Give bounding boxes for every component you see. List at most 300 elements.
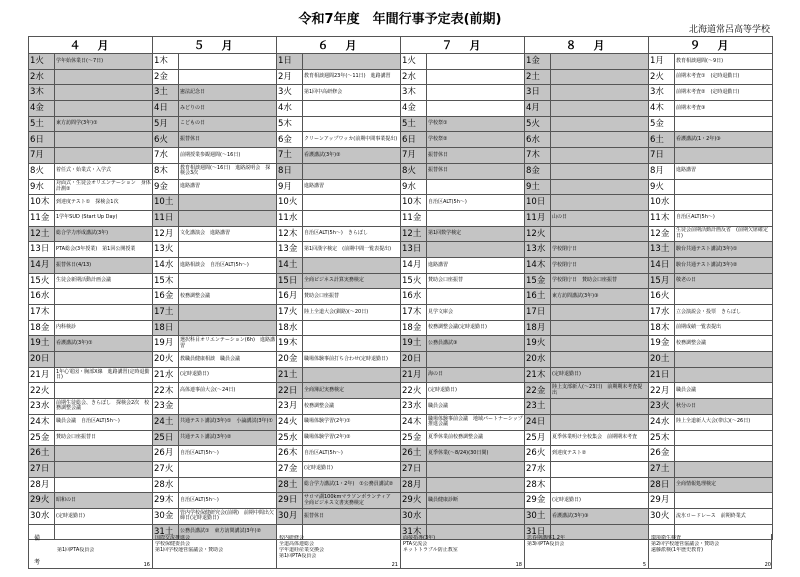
remarks-column [525, 534, 649, 569]
day-date-cell: 25金 [401, 430, 427, 446]
day-event-cell [179, 210, 277, 226]
day-event-cell: 東方訪問講試(3年)③ [551, 289, 649, 305]
day-date-cell: 8金 [525, 163, 551, 179]
remarks-line: 第3回PTA役員会 [527, 541, 565, 547]
remarks-line: 学年道経産業交換会 [279, 547, 325, 553]
day-event-cell [55, 69, 153, 85]
day-date-cell: 5金 [649, 116, 675, 132]
day-date-cell: 16水 [29, 289, 55, 305]
remarks-label-top: 備 [34, 535, 41, 542]
day-date-cell: 5火 [525, 116, 551, 132]
remarks-line: 第1回学校運営協議会・賛助会 [155, 547, 224, 553]
day-event-cell [551, 352, 649, 368]
day-event-cell [179, 461, 277, 477]
day-event-cell [55, 148, 153, 164]
remarks-column [55, 534, 153, 569]
day-event-cell [551, 132, 649, 148]
day-event-cell [55, 305, 153, 321]
day-date-cell: 25木 [649, 430, 675, 446]
day-date-cell: 17火 [277, 305, 303, 321]
day-date-cell: 2水 [401, 69, 427, 85]
day-date-cell: 16水 [401, 289, 427, 305]
remarks-page-number: 16 [143, 562, 150, 568]
day-date-cell: 4日 [153, 101, 179, 117]
day-event-cell: 職員会議 自治区ALT(5h～) [55, 414, 153, 430]
day-date-cell: 22月 [649, 383, 675, 399]
day-event-cell: 共通テスト講試(3年)② [179, 430, 277, 446]
day-date-cell: 6火 [153, 132, 179, 148]
day-event-cell: 看護講試(1・2年)③ [675, 132, 773, 148]
day-date-cell: 7月 [29, 148, 55, 164]
day-event-cell: 生徒会前期活動計画反省 (前期欠席確定日) [675, 226, 773, 242]
day-event-cell: 校務調整会議 [303, 399, 401, 415]
month-header: ５ 月 [153, 37, 277, 54]
day-event-cell [303, 163, 401, 179]
day-row [29, 305, 773, 321]
day-event-cell: 前期末考査① (定時退勤日) [675, 69, 773, 85]
day-date-cell: 18金 [401, 320, 427, 336]
day-event-cell: 職員会議 [427, 399, 525, 415]
day-event-cell [179, 477, 277, 493]
day-date-cell: 24木 [29, 414, 55, 430]
day-date-cell: 29火 [29, 493, 55, 509]
day-date-cell: 2金 [153, 69, 179, 85]
day-event-cell: 学校祭① [427, 116, 525, 132]
day-event-cell: 進路講習 [303, 179, 401, 195]
day-date-cell: 29日 [277, 493, 303, 509]
day-row [29, 414, 773, 430]
day-event-cell [551, 414, 649, 430]
day-event-cell: 学校閉庁日 [551, 257, 649, 273]
day-event-cell: こどもの日 [179, 116, 277, 132]
day-date-cell: 10土 [153, 195, 179, 211]
month-header: ７ 月 [401, 37, 525, 54]
day-event-cell [427, 477, 525, 493]
day-date-cell: 3木 [401, 85, 427, 101]
day-event-cell [303, 257, 401, 273]
remarks-page-number: 20 [764, 562, 771, 568]
day-date-cell: 30水 [29, 508, 55, 524]
day-date-cell: 10水 [649, 195, 675, 211]
day-date-cell: 11日 [153, 210, 179, 226]
day-event-cell [303, 336, 401, 352]
day-date-cell: 22金 [525, 383, 551, 399]
day-event-cell: (定時退勤日) [551, 367, 649, 383]
day-event-cell [303, 210, 401, 226]
day-row [29, 446, 773, 462]
day-row [29, 399, 773, 415]
day-event-cell: (定時退勤日) [427, 383, 525, 399]
day-event-cell [55, 132, 153, 148]
day-date-cell: 3水 [649, 85, 675, 101]
month-header: ４ 月 [29, 37, 153, 54]
day-event-cell: 到達度テスト① 探検会1次 [55, 195, 153, 211]
day-event-cell [55, 85, 153, 101]
day-event-cell: 自治区ALT(5h～) [179, 493, 277, 509]
day-date-cell: 8火 [401, 163, 427, 179]
day-event-cell: 流氷ロードレース 前期終業式 [675, 508, 773, 524]
day-date-cell: 5木 [277, 116, 303, 132]
day-event-cell: 共通テスト講試(3年)① 小論講試(3年)① [179, 414, 277, 430]
remarks-line: 面接指導(3年) [403, 535, 436, 541]
day-date-cell: 21水 [153, 367, 179, 383]
day-event-cell: 駿台共通テスト講試(3年)② [675, 257, 773, 273]
day-date-cell: 25日 [153, 430, 179, 446]
day-event-cell [55, 446, 153, 462]
day-date-cell: 15木 [153, 273, 179, 289]
day-event-cell [427, 352, 525, 368]
day-event-cell: 振替休日 [427, 148, 525, 164]
day-row [29, 289, 773, 305]
day-date-cell: 14月 [401, 257, 427, 273]
day-event-cell: 校務調整会議 [675, 336, 773, 352]
day-date-cell: 27日 [401, 461, 427, 477]
day-event-cell: 山の日 [551, 210, 649, 226]
day-event-cell: (定時退勤日) [55, 508, 153, 524]
day-date-cell: 10日 [525, 195, 551, 211]
remarks-line: ネットトラブル防止教室 [403, 547, 458, 553]
day-event-cell: 夏季休業前校務調整会議 [427, 430, 525, 446]
day-event-cell: 内科検診 [55, 320, 153, 336]
day-date-cell: 18木 [649, 320, 675, 336]
day-event-cell: 夏季休業(～8/24)(30日間) [427, 446, 525, 462]
day-date-cell: 26土 [401, 446, 427, 462]
day-date-cell: 10木 [401, 195, 427, 211]
remarks-page-number: 18 [515, 562, 522, 568]
day-row [29, 54, 773, 70]
remarks-line: PTA交流会 [403, 541, 428, 547]
remarks-line: 遠藤派検(1年歴史教育) [651, 547, 704, 553]
day-date-cell: 6金 [277, 132, 303, 148]
day-event-cell [427, 69, 525, 85]
day-event-cell [303, 367, 401, 383]
remarks-line: 国際交流推進会 [155, 535, 191, 541]
day-date-cell: 21日 [649, 367, 675, 383]
day-date-cell: 23水 [401, 399, 427, 415]
day-event-cell: 駿台共通テスト講試(3年)① [675, 242, 773, 258]
day-date-cell: 24火 [277, 414, 303, 430]
day-event-cell [179, 320, 277, 336]
day-date-cell: 13火 [153, 242, 179, 258]
day-event-cell [427, 210, 525, 226]
day-event-cell: 1年心電図・胸部X線 進路講習(定時退勤日) [55, 367, 153, 383]
day-event-cell: 振替休日 [303, 508, 401, 524]
day-date-cell: 20土 [649, 352, 675, 368]
day-date-cell: 31土 [153, 524, 179, 540]
day-row [29, 461, 773, 477]
day-date-cell: 31日 [525, 524, 551, 540]
day-date-cell: 30火 [649, 508, 675, 524]
day-row [29, 508, 773, 524]
day-date-cell: 29火 [401, 493, 427, 509]
remarks-column [277, 534, 401, 569]
day-date-cell: 15火 [401, 273, 427, 289]
remarks-column [401, 534, 525, 569]
day-date-cell: 7月 [401, 148, 427, 164]
day-date-cell: 12土 [29, 226, 55, 242]
day-event-cell [427, 54, 525, 70]
day-row [29, 477, 773, 493]
day-event-cell [179, 69, 277, 85]
day-date-cell: 15日 [277, 273, 303, 289]
day-event-cell [427, 85, 525, 101]
day-row [29, 257, 773, 273]
day-event-cell: 海の日 [427, 367, 525, 383]
day-row [29, 85, 773, 101]
day-event-cell [551, 305, 649, 321]
day-row [29, 210, 773, 226]
day-date-cell: 15金 [525, 273, 551, 289]
day-event-cell: 総合学力形成講試(3年) [55, 226, 153, 242]
day-event-cell: 立会演説会・投票 きらぼし [675, 305, 773, 321]
day-event-cell [303, 101, 401, 117]
day-event-cell: 第1回数学検定 [427, 226, 525, 242]
day-date-cell: 4水 [277, 101, 303, 117]
day-event-cell [675, 446, 773, 462]
page-title: 令和7年度 年間行事予定表(前期) [298, 12, 502, 27]
day-date-cell: 1火 [29, 54, 55, 70]
day-event-cell: サロマ湖100kmマラソンボランティア 全商ビジネス文書実務検定 [303, 493, 401, 509]
day-event-cell: 前期末考査② (定時退勤日) [675, 85, 773, 101]
day-event-cell: 第1回中高研修会 [303, 85, 401, 101]
day-date-cell: 19木 [277, 336, 303, 352]
day-row [29, 352, 773, 368]
day-row [29, 179, 773, 195]
day-date-cell: 5月 [153, 116, 179, 132]
month-header-row [29, 37, 773, 54]
day-date-cell: 14土 [277, 257, 303, 273]
day-event-cell: 公務員講試① 東方訪問講試(3年)② [179, 524, 277, 540]
day-event-cell: 進路講習 [179, 179, 277, 195]
day-event-cell: 陸上全道大会(釧路)(～20日) [303, 305, 401, 321]
day-date-cell: 31木 [401, 524, 427, 540]
day-event-cell: 学校祭② [427, 132, 525, 148]
day-date-cell: 6土 [649, 132, 675, 148]
day-date-cell: 2土 [525, 69, 551, 85]
day-row [29, 116, 773, 132]
day-date-cell: 7土 [277, 148, 303, 164]
day-date-cell: 23土 [525, 399, 551, 415]
day-row [29, 101, 773, 117]
day-date-cell: 22火 [29, 383, 55, 399]
day-event-cell [675, 430, 773, 446]
day-event-cell: 1学年SUD (Start Up Day) [55, 210, 153, 226]
day-event-cell: 看護講試(3年)① [55, 336, 153, 352]
day-date-cell: 16火 [649, 289, 675, 305]
remarks-line: 思春期講座1.2年 [527, 535, 565, 541]
month-header: ６ 月 [277, 37, 401, 54]
day-date-cell: 16金 [153, 289, 179, 305]
day-event-cell: みどりの日 [179, 101, 277, 117]
day-event-cell: 昭和の日 [55, 493, 153, 509]
day-date-cell: 30金 [153, 508, 179, 524]
remarks-line: 第1回PTA役員会 [57, 547, 95, 553]
day-event-cell: PTA総会(3年授業) 第1回公開授業 [55, 242, 153, 258]
day-date-cell: 9水 [401, 179, 427, 195]
day-event-cell: 自治区ALT(5h～) [179, 446, 277, 462]
day-date-cell: 1金 [525, 54, 551, 70]
day-date-cell: 10木 [29, 195, 55, 211]
day-event-cell: 教育相談週間(～9日) [675, 54, 773, 70]
day-event-cell [303, 116, 401, 132]
remarks-line: 全道高体連総会 [279, 541, 315, 547]
day-event-cell [303, 195, 401, 211]
day-date-cell: 8木 [153, 163, 179, 179]
day-date-cell: 8火 [29, 163, 55, 179]
day-date-cell: 3火 [277, 85, 303, 101]
day-event-cell: 学校閉庁日 [551, 242, 649, 258]
day-event-cell: 自治区ALT(5h～) [303, 446, 401, 462]
day-event-cell: 着任式・始業式・入学式 [55, 163, 153, 179]
day-date-cell: 12月 [153, 226, 179, 242]
day-event-cell [55, 101, 153, 117]
day-date-cell: 26土 [29, 446, 55, 462]
day-date-cell: 11金 [401, 210, 427, 226]
day-event-cell [551, 101, 649, 117]
day-date-cell: 17土 [153, 305, 179, 321]
day-row [29, 226, 773, 242]
day-event-cell: 東方訪問学(3年)① [55, 116, 153, 132]
day-date-cell: 22日 [277, 383, 303, 399]
day-date-cell: 23金 [153, 399, 179, 415]
day-event-cell: (定時退勤日) [179, 367, 277, 383]
day-date-cell: 23水 [29, 399, 55, 415]
day-date-cell: 2月 [277, 69, 303, 85]
day-date-cell: 11水 [277, 210, 303, 226]
day-date-cell: 25水 [277, 430, 303, 446]
day-date-cell: 20日 [29, 352, 55, 368]
day-event-cell [427, 101, 525, 117]
day-event-cell: 振替休日(4/13) [55, 257, 153, 273]
day-event-cell [675, 461, 773, 477]
day-event-cell [675, 116, 773, 132]
day-date-cell: 28日 [649, 477, 675, 493]
day-event-cell: 校務調整会議(定時退勤日) [427, 320, 525, 336]
day-event-cell [179, 399, 277, 415]
day-event-cell [427, 289, 525, 305]
day-event-cell: 校務調整会議 [179, 289, 277, 305]
day-date-cell: 19月 [153, 336, 179, 352]
remarks-column [649, 534, 773, 569]
day-event-cell: 前期末考査③ [675, 101, 773, 117]
day-date-cell: 12火 [525, 226, 551, 242]
day-event-cell: 自治区ALT(5h～) きらぼし [303, 226, 401, 242]
day-date-cell: 28水 [153, 477, 179, 493]
day-event-cell [179, 242, 277, 258]
day-date-cell: 26火 [525, 446, 551, 462]
day-date-cell: 18月 [525, 320, 551, 336]
day-date-cell: 9金 [153, 179, 179, 195]
day-date-cell: 21月 [401, 367, 427, 383]
day-date-cell: 14木 [525, 257, 551, 273]
day-event-cell [551, 336, 649, 352]
day-event-cell [551, 163, 649, 179]
day-event-cell: 教育相談週間(～16日) 進路説明会 探検会3次 [179, 163, 277, 179]
day-event-cell: 選択科目オリエンテーション(6h) 進路講習 [179, 336, 277, 352]
day-event-cell: 前期生徒総会、きらぼし 探検会2次 校務調整会議 [55, 399, 153, 415]
day-event-cell: 職場体験事前打ち合わせ(定時退勤日) [303, 352, 401, 368]
day-date-cell: 7木 [525, 148, 551, 164]
day-date-cell: 12金 [649, 226, 675, 242]
day-event-cell: 全商情報処理検定 [675, 477, 773, 493]
day-event-cell: 職場体験学習(2年)① [303, 414, 401, 430]
remarks-page-number: 5 [642, 562, 646, 568]
remarks-label-bottom: 考 [34, 559, 41, 566]
day-row [29, 242, 773, 258]
day-event-cell [179, 273, 277, 289]
day-date-cell: 21土 [277, 367, 303, 383]
day-event-cell: 自治区ALT(5h～) [427, 195, 525, 211]
day-event-cell [303, 320, 401, 336]
day-date-cell: 16土 [525, 289, 551, 305]
day-date-cell: 4木 [649, 101, 675, 117]
day-event-cell [427, 461, 525, 477]
day-row [29, 430, 773, 446]
day-event-cell [551, 320, 649, 336]
day-event-cell [551, 179, 649, 195]
day-date-cell: 24日 [525, 414, 551, 430]
day-event-cell [551, 69, 649, 85]
day-date-cell: 1日 [277, 54, 303, 70]
day-event-cell: (定時退勤日) [303, 461, 401, 477]
day-date-cell: 14月 [29, 257, 55, 273]
day-row [29, 320, 773, 336]
day-date-cell: 30水 [401, 508, 427, 524]
day-row [29, 273, 773, 289]
day-event-cell: 公務員講試③ [427, 336, 525, 352]
day-date-cell: 28月 [401, 477, 427, 493]
day-event-cell: 進路相談会 自治区ALT(5h～) [179, 257, 277, 273]
day-event-cell: 賛助会口座振替 [427, 273, 525, 289]
remarks-line: 第1回PTA役員会 [279, 553, 317, 559]
day-event-cell [551, 477, 649, 493]
day-event-cell: 秋分の日 [675, 399, 773, 415]
day-event-cell: 賛助会口座振替 [303, 289, 401, 305]
day-date-cell: 4月 [525, 101, 551, 117]
day-date-cell: 8日 [277, 163, 303, 179]
day-date-cell: 15月 [649, 273, 675, 289]
day-event-cell [675, 367, 773, 383]
day-event-cell: 夏季休業明け全校集会 前期期末考査 [551, 430, 649, 446]
day-date-cell: 20火 [153, 352, 179, 368]
day-event-cell [179, 54, 277, 70]
day-date-cell: 25金 [29, 430, 55, 446]
day-date-cell: 28土 [277, 477, 303, 493]
day-event-cell: 対面式・生徒会オリエンテーション 身体計測② [55, 179, 153, 195]
day-date-cell: 13水 [525, 242, 551, 258]
day-event-cell: 陸上支部新人(～23日) 前期期末考査提出 [551, 383, 649, 399]
day-date-cell: 10火 [277, 195, 303, 211]
day-row [29, 163, 773, 179]
day-date-cell: 19火 [525, 336, 551, 352]
day-date-cell: 24木 [401, 414, 427, 430]
day-date-cell: 11金 [29, 210, 55, 226]
day-date-cell: 13日 [29, 242, 55, 258]
day-event-cell [427, 508, 525, 524]
day-event-cell: 進路講習 [427, 257, 525, 273]
day-date-cell: 21月 [29, 367, 55, 383]
day-row [29, 69, 773, 85]
day-row [29, 383, 773, 399]
day-event-cell [675, 493, 773, 509]
day-event-cell [675, 352, 773, 368]
day-event-cell: 職員会議 [675, 383, 773, 399]
day-date-cell: 18金 [29, 320, 55, 336]
day-event-cell [675, 289, 773, 305]
day-date-cell: 20日 [401, 352, 427, 368]
day-date-cell: 24土 [153, 414, 179, 430]
day-event-cell [675, 148, 773, 164]
